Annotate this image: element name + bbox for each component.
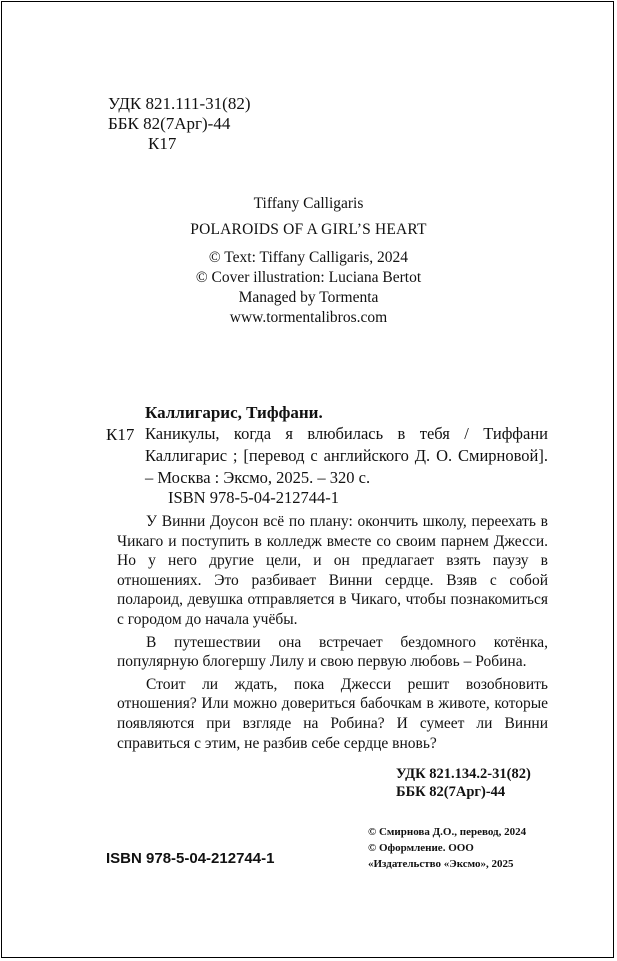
bbk-code-bottom: ББК 82(7Арг)-44 xyxy=(396,784,506,800)
credit-line: © Text: Tiffany Calligaris, 2024 xyxy=(208,249,409,266)
catalog-description xyxy=(145,423,548,489)
udk-code-bottom: УДК 821.134.2-31(82) xyxy=(396,766,531,782)
original-author: Tiffany Calligaris xyxy=(253,195,364,212)
classification-codes-bottom xyxy=(396,765,531,801)
credit-line: www.tormentalibros.com xyxy=(229,309,388,326)
classification-codes-top xyxy=(108,94,250,154)
udk-code: УДК 821.111-31(82) xyxy=(108,94,251,113)
annotation-paragraph: Стоит ли ждать, пока Джесси решит возобновить отношения? Или можно довериться бабочкам в животе, которые появляются при взгляде на Робина? И сумеет ли Винни справиться с этим, не разбив себе сердце вновь? xyxy=(117,675,548,752)
bbk-code: ББК 82(7Арг)-44 xyxy=(108,114,231,133)
catalog-description-text: Каникулы, когда я влюбилась в тебя / Тиффани Каллигарис ; [перевод с английского Д. О. Смирновой]. – Москва : Эксмо, 2025. – 320 с. xyxy=(145,424,548,487)
copyright-line: © Оформление. ООО xyxy=(368,842,474,854)
credit-line: Managed by Tormenta xyxy=(238,289,379,306)
credit-line: © Cover illustration: Luciana Bertot xyxy=(195,269,422,286)
original-title: POLAROIDS OF A GIRL’S HEART xyxy=(190,221,427,238)
copyright-line: «Издательство «Эксмо», 2025 xyxy=(368,858,514,870)
annotation xyxy=(117,512,548,756)
isbn-bottom: ISBN 978-5-04-212744-1 xyxy=(106,850,275,867)
author-mark: К17 xyxy=(148,134,177,153)
catalog-mark: К17 xyxy=(106,425,135,444)
catalog-author-heading: Каллигарис, Тиффани. xyxy=(145,403,323,422)
original-credits xyxy=(0,248,617,328)
copyright-block xyxy=(368,824,526,872)
catalog-isbn: ISBN 978-5-04-212744-1 xyxy=(168,488,339,507)
copyright-line: © Смирнова Д.О., перевод, 2024 xyxy=(368,826,527,838)
annotation-paragraph: У Винни Доусон всё по плану: окончить школу, переехать в Чикаго и поступить в колледж вместе со своим парнем Джесси. Но у него другие цели, и он предлагает взять паузу в отношениях. Это разбивает Винни сердце. Взяв с собой полароид, девушка отправляется в Чикаго, чтобы познакомиться с городом до начала учёбы. xyxy=(117,513,548,628)
annotation-paragraph: В путешествии она встречает бездомного котёнка, популярную блогершу Лилу и свою первую любовь – Робина. xyxy=(117,633,548,671)
